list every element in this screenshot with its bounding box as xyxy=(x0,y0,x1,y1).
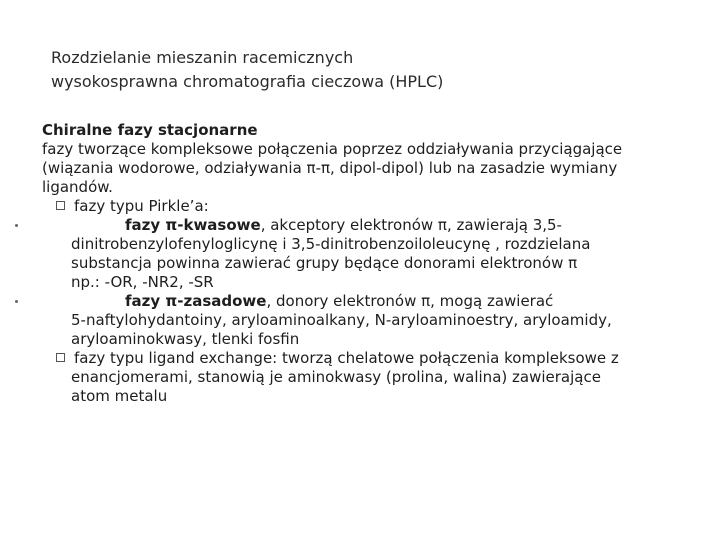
ligand-line-2: enancjomerami, stanowią je aminokwasy (prolina, walina) zawierające xyxy=(71,368,601,386)
acid-line-2: substancja powinna zawierać grupy będące donorami elektronów π xyxy=(71,254,578,272)
pirkle-item xyxy=(42,197,682,216)
intro-line-2: (wiązania wodorowe, odziaływania π-π, dipol-dipol) lub na zasadzie wymiany xyxy=(42,159,618,177)
slide-title xyxy=(51,46,691,94)
slide-content xyxy=(42,121,682,406)
base-rest: , donory elektronów π, mogą zawierać xyxy=(266,292,554,310)
base-line-1: 5-naftylohydantoiny, aryloaminoalkany, N-aryloaminoestry, aryloamidy, xyxy=(71,311,612,329)
acid-rest: , akceptory elektronów π, zawierają 3,5- xyxy=(260,216,562,234)
ligand-line-1: fazy typu ligand exchange: tworzą chelatowe połączenia kompleksowe z xyxy=(74,349,619,367)
ligand-line-3: atom metalu xyxy=(71,387,168,405)
intro-line-1: fazy tworzące kompleksowe połączenia poprzez oddziaływania przyciągające xyxy=(42,140,623,158)
acid-bold: fazy π-kwasowe xyxy=(125,216,261,234)
acid-item xyxy=(42,216,682,235)
acid-line-1: dinitrobenzylofenyloglicynę i 3,5-dinitrobenzoiloleucynę , rozdzielana xyxy=(71,235,591,253)
base-line-2: aryloaminokwasy, tlenki fosfin xyxy=(71,330,300,348)
ligand-item xyxy=(42,349,682,368)
base-bold: fazy π-zasadowe xyxy=(125,292,267,310)
section-heading: Chiralne fazy stacjonarne xyxy=(42,121,258,139)
base-item xyxy=(42,292,682,311)
checkbox-bullet-icon xyxy=(56,353,65,362)
acid-line-3: np.: -OR, -NR2, -SR xyxy=(71,273,214,291)
checkbox-bullet-icon xyxy=(56,201,65,210)
pirkle-text: fazy typu Pirkle’a: xyxy=(74,197,209,215)
title-line-2: wysokosprawna chromatografia cieczowa (HPLC) xyxy=(51,72,444,91)
title-line-1: Rozdzielanie mieszanin racemicznych xyxy=(51,48,354,67)
dot-bullet-icon xyxy=(15,224,18,227)
intro-line-3: ligandów. xyxy=(42,178,113,196)
dot-bullet-icon xyxy=(15,300,18,303)
